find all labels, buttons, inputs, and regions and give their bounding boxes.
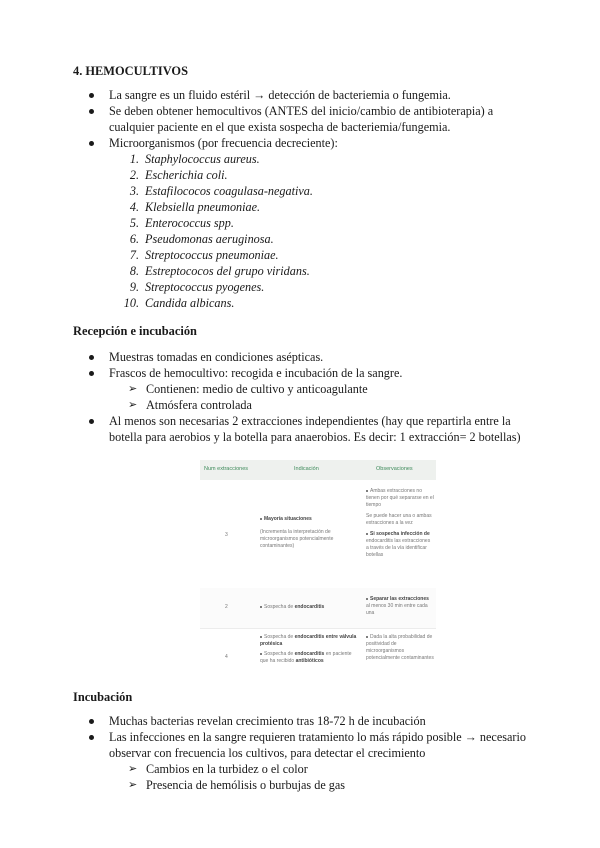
bullet-item: Al menos son necesarias 2 extracciones independientes (hay que repartirla entre la botella para aerobios y la botella para anaerobios. Es decir: 1 extracción= 2 botellas) [0,413,600,445]
bullet-icon [89,141,94,146]
list-item: 9. Streptococcus pyogenes. [129,280,265,294]
bullet-item: Frascos de hemocultivo: recogida e incubación de la sangre. [0,365,600,381]
table-row: 2 Sospecha de endocarditis Separar las extracciones al menos 30 min entre cada una [200,588,436,629]
table-row: 3 Mayoría situaciones (Incrementa la interpretación de microorganismos potencialmente contaminantes) Ambas extracciones no tienen por qué separarse en el tiempo Se puede hacer una o ambas extracciones a la vez Si sospecha infección de endocarditis las extracciones a través de la vía identificar botellas [200,480,436,589]
list-item: 8. Estreptococos del grupo viridans. [129,264,310,278]
bullet-icon [89,355,94,360]
intro-bullets [0,87,600,151]
extraction-table-image [200,460,436,686]
bullet-item: Muestras tomadas en condiciones asépticas. [0,349,600,365]
incubation-heading: Incubación [73,690,133,704]
bullet-item: Se deben obtener hemocultivos (ANTES del inicio/cambio de antibioterapia) a cualquier paciente en el que exista sospecha de bacteriemia/fungemia. [0,103,600,135]
bullet-icon [89,93,94,98]
list-item: 5. Enterococcus spp. [129,216,234,230]
sub-bullet-item: ➢ Presencia de hemólisis o burbujas de gas [128,778,346,792]
section-title: 4. HEMOCULTIVOS [73,64,188,78]
bullet-item: La sangre es un fluido estéril → detección de bacteriemia o fungemia. [0,87,600,103]
reception-heading: Recepción e incubación [73,324,197,338]
bullet-icon [89,719,94,724]
table-row: 4 Sospecha de endocarditis entre válvula protésica Sospecha de endocarditis en paciente que ha recibido antibióticos Dada la alta probabilidad de positividad de microorganismos potencialmente contaminantes [225,634,434,664]
bullet-icon [89,371,94,376]
list-item: 3. Estafilococos coagulasa-negativa. [129,184,313,198]
bullet-item: Microorganismos (por frecuencia decreciente): [0,135,600,151]
list-item: 6. Pseudomonas aeruginosa. [129,232,274,246]
list-item: 2. Escherichia coli. [129,168,228,182]
incubation-bullets [0,713,600,793]
bullet-icon [89,735,94,740]
list-item: 1. Staphylococcus aureus. [129,152,260,166]
bullet-item: Las infecciones en la sangre requieren tratamiento lo más rápido posible → necesario observar con frecuencia los cultivos, para detectar el crecimiento [0,729,600,761]
arrow-icon: ➢ [128,779,138,791]
bullet-item: Muchas bacterias revelan crecimiento tras 18-72 h de incubación [0,713,600,729]
bullet-icon [89,419,94,424]
organism-list [0,151,600,311]
list-item: 4. Klebsiella pneumoniae. [129,200,261,214]
table-header: Num extracciones Indicación Observaciones [200,460,436,480]
sub-bullet-item: ➢ Atmósfera controlada [128,398,252,412]
list-item: 7. Streptococcus pneumoniae. [129,248,279,262]
reception-bullets [0,349,600,445]
arrow-icon: ➢ [128,383,138,395]
bullet-icon [89,109,94,114]
sub-bullet-item: ➢ Cambios en la turbidez o el color [128,762,308,776]
list-item: 10. Candida albicans. [123,296,235,310]
arrow-icon: ➢ [128,399,138,411]
sub-bullet-item: ➢ Contienen: medio de cultivo y anticoagulante [128,382,368,396]
arrow-icon: ➢ [128,763,138,775]
